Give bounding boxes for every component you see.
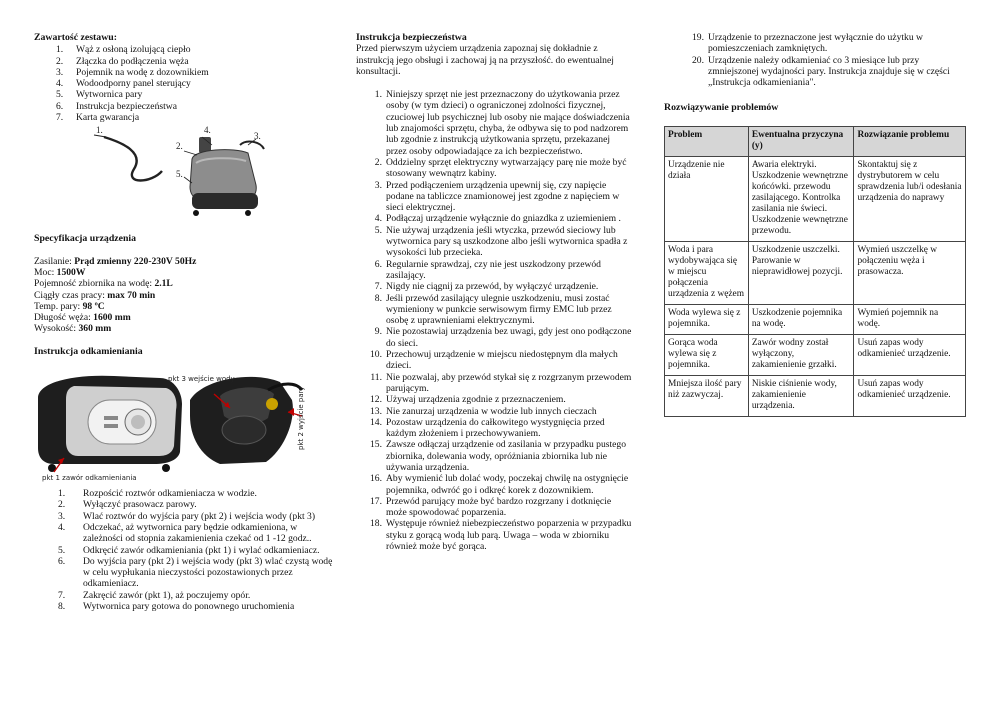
column-header: Rozwiązanie problemu — [854, 126, 966, 156]
right-column — [664, 32, 964, 417]
diagram-label-4: 4. — [204, 125, 211, 136]
spec-list — [34, 256, 334, 335]
spec-row: Pojemność zbiornika na wodę: 2.1L — [34, 278, 173, 290]
list-item: 20. Urządzenie należy odkamieniać co 3 miesiące lub przy zmniejszonej wydajności pary. Instrukcja znajduje się w części „Instrukcja odkamieniania". — [692, 54, 950, 89]
table-cell: Usuń zapas wody odkamienieć urządzenie. — [854, 334, 966, 375]
table-cell: Skontaktuj się z dystrybutorem w celu sprawdzenia lub/i odesłania urządzenia do naprawy — [854, 156, 966, 241]
list-item: 7. Karta gwarancja — [56, 112, 140, 124]
table-row — [665, 304, 966, 334]
list-item: 5. Wytwornica pary — [56, 89, 143, 101]
table-cell: Uszkodzenie uszczelki. Parowanie w nieprawidłowej pozycji. — [748, 241, 854, 304]
contents-list — [34, 44, 334, 123]
table-cell: Gorąca woda wylewa się z pojemnika. — [665, 334, 749, 375]
column-header: Problem — [665, 126, 749, 156]
list-item: 7. Zakręcić zawór (pkt 1), aż poczujemy opór. — [58, 589, 251, 601]
table-cell: Zawór wodny został wyłączony, zakamienienie grzałki. — [748, 334, 854, 375]
label-descaling-valve: pkt 1 zawór odkamieniania — [42, 474, 137, 483]
list-item: 18. Występuje również niebezpieczeństwo poparzenia w przypadku styku z gorącą wodą lub parą. Uwaga – woda w zbiorniku również może być gorąca. — [370, 518, 632, 553]
list-item: 9. Nie pozostawiaj urządzenia bez uwagi, gdy jest ono podłączone do sieci. — [374, 326, 632, 349]
list-item: 12. Używaj urządzenia zgodnie z przeznaczeniem. — [370, 394, 566, 406]
list-item: 10. Przechowuj urządzenie w miejscu niedostępnym dla małych dzieci. — [370, 349, 618, 372]
middle-column — [356, 32, 632, 552]
descaling-photo — [34, 360, 334, 483]
troubleshooting-table — [664, 126, 966, 417]
spec-row: Długość węża: 1600 mm — [34, 312, 131, 324]
safety-intro: Przed pierwszym użyciem urządzenia zapoznaj się dokładnie z instrukcją jego obsługi i zachowaj ją na przyszłość. do ewentualnej konsultacji. — [356, 43, 614, 77]
list-item: 8. Jeśli przewód zasilający ulegnie uszkodzeniu, musi zostać wymieniony w punkcie serwisowym firmy EMC lub przez osobę z uprawnieniami elektrycznymi. — [374, 292, 612, 327]
list-item: 7. Nigdy nie ciągnij za przewód, by wyłączyć urządzenie. — [374, 281, 599, 293]
table-cell: Mniejsza ilość pary niż zazwyczaj. — [665, 375, 749, 416]
diagram-label-5: 5. — [176, 169, 183, 180]
list-item: 3. Wlać roztwór do wyjścia pary (pkt 2) i wejścia wody (pkt 3) — [58, 510, 316, 522]
list-item: 17. Przewód parujący może być bardzo rozgrzany i dotknięcie może spowodować poparzenia. — [370, 495, 612, 519]
list-item: 6. Do wyjścia pary (pkt 2) i wejścia wody (pkt 3) wlać czystą wodę w celu wypłukania nieczystości pozostawionych przez odkamieniacz. — [58, 555, 333, 590]
safety-list-continued — [664, 32, 964, 88]
table-cell: Uszkodzenie pojemnika na wodę. — [748, 304, 854, 334]
diagram-label-3: 3. — [254, 131, 261, 142]
table-header-row — [665, 126, 966, 156]
table-row — [665, 241, 966, 304]
column-header: Ewentualna przyczyna (y) — [748, 126, 854, 156]
spec-row: Ciągły czas pracy: max 70 min — [34, 289, 156, 301]
safety-heading: Instrukcja bezpieczeństwa — [356, 32, 467, 43]
label-steam-outlet: pkt 2 wyjście pary — [297, 386, 305, 451]
list-item: 3. Przed podłączeniem urządzenia upewnij się, czy napięcie podane na tabliczce znamionowej jest zgodne z napięciem w sieci elektrycznej. — [374, 179, 620, 214]
contents-heading: Zawartość zestawu: — [34, 32, 117, 43]
diagram-label-1: 1. — [96, 125, 103, 136]
product-diagram — [34, 123, 334, 225]
list-item: 16. Aby wymienić lub dolać wody, poczekaj chwilę na ostygnięcie pojemnika, odwróć go i odkręć korek z dozownikiem. — [370, 473, 629, 496]
list-item: 6. Instrukcja bezpieczeństwa — [56, 100, 177, 112]
list-item: 8. Wytwornica pary gotowa do ponownego uruchomienia — [58, 601, 295, 613]
list-item: 1. Wąż z osłoną izolującą ciepło — [56, 44, 191, 56]
list-item: 1. Rozpościć roztwór odkamieniacza w wodzie. — [58, 488, 257, 500]
list-item: 19. Urządzenie to przeznaczone jest wyłącznie do użytku w pomieszczeniach zamkniętych. — [692, 32, 923, 55]
steamer-illustration — [34, 123, 334, 225]
list-item: 4. Podłączaj urządzenie wyłącznie do gniazdka z uziemieniem . — [374, 213, 621, 225]
descaling-steps — [34, 488, 334, 612]
table-cell: Urządzenie nie działa — [665, 156, 749, 241]
list-item: 14. Pozostaw urządzenia do całkowitego wystygnięcia przed każdym złożeniem i przechowywaniem. — [370, 416, 605, 440]
list-item: 6. Regularnie sprawdzaj, czy nie jest uszkodzony przewód zasilający. — [374, 258, 601, 281]
list-item: 2. Wyłączyć prasowacz parowy. — [58, 499, 197, 511]
list-item: 4. Odczekać, aż wytwornica pary będzie odkamieniona, w zależności od stopnia zakamienienia czekać od 1 -12 godz.. — [58, 521, 312, 545]
list-item: 2. Oddzielny sprzęt elektryczny wytwarzający parę nie może być stosowany wewnątrz kabiny. — [374, 156, 627, 180]
table-cell: Wymień uszczelkę w połączeniu węża i prasowacza. — [854, 241, 966, 304]
list-item: 1. Niniejszy sprzęt nie jest przeznaczony do użytkowania przez osoby (w tym dzieci) o ograniczonej zdolności fizycznej, czuciowej lub psychicznej lub osoby nie mające doświadczenia lub znajomości sprzętu, chyba, że odbywa się to pod nadzorem lub zgodnie z instrukcją użytkowania sprzętu, przekazanej przez osoby odpowiadające za ich bezpieczeństwo. — [374, 89, 630, 157]
safety-list — [356, 89, 632, 552]
list-item: 4. Wodoodporny panel sterujący — [56, 78, 191, 90]
diagram-label-2: 2. — [176, 141, 183, 152]
spec-row: Temp. pary: 98 ºC — [34, 300, 105, 312]
spec-heading: Specyfikacja urządzenia — [34, 233, 137, 245]
list-item: 15. Zawsze odłączaj urządzenie od zasilania w przypadku pustego zbiornika, dolewania wody, opróżniania zbiornika lub nie używania urządzenia. — [370, 439, 627, 473]
spec-row: Moc: 1500W — [34, 266, 86, 278]
table-cell: Woda i para wydobywająca się w miejscu połączenia urządzenia z wężem — [665, 241, 749, 304]
spec-row: Zasilanie: Prąd zmienny 220-230V 50Hz — [34, 255, 197, 267]
troubleshooting-heading: Rozwiązywanie problemów — [664, 102, 779, 114]
left-column — [34, 32, 334, 612]
table-row — [665, 334, 966, 375]
list-item: 5. Nie używaj urządzenia jeśli wtyczka, przewód sieciowy lub wytwornica pary są uszkodzone albo jeśli wytwornica spadła z wysokości lub przecieka. — [374, 224, 628, 259]
list-item: 11. Nie pozwalaj, aby przewód stykał się z rozgrzanym przewodem parującym. — [370, 371, 632, 394]
spec-row: Wysokość: 360 mm — [34, 323, 112, 335]
label-water-inlet: pkt 3 wejście wody — [168, 375, 235, 384]
list-item: 13. Nie zanurzaj urządzenia w wodzie lub innych cieczach — [370, 405, 597, 417]
table-row — [665, 375, 966, 416]
table-cell: Niskie ciśnienie wody, zakamienienie urządzenia. — [748, 375, 854, 416]
table-cell: Wymień pojemnik na wodę. — [854, 304, 966, 334]
list-item: 3. Pojemnik na wodę z dozownikiem — [56, 66, 209, 78]
table-row — [665, 156, 966, 241]
descaling-heading: Instrukcja odkamieniania — [34, 345, 143, 357]
list-item: 2. Złączka do podłączenia węża — [56, 55, 189, 67]
list-item: 5. Odkręcić zawór odkamieniania (pkt 1) i wylać odkamieniacz. — [58, 544, 320, 556]
table-cell: Awaria elektryki. Uszkodzenie wewnętrzne końcówki. przewodu zasilającego. Kontrolka zasilania nie świeci. Uszkodzenie wewnętrzne przewodu. — [748, 156, 854, 241]
table-cell: Usuń zapas wody odkamienieć urządzenie. — [854, 375, 966, 416]
table-cell: Woda wylewa się z pojemnika. — [665, 304, 749, 334]
